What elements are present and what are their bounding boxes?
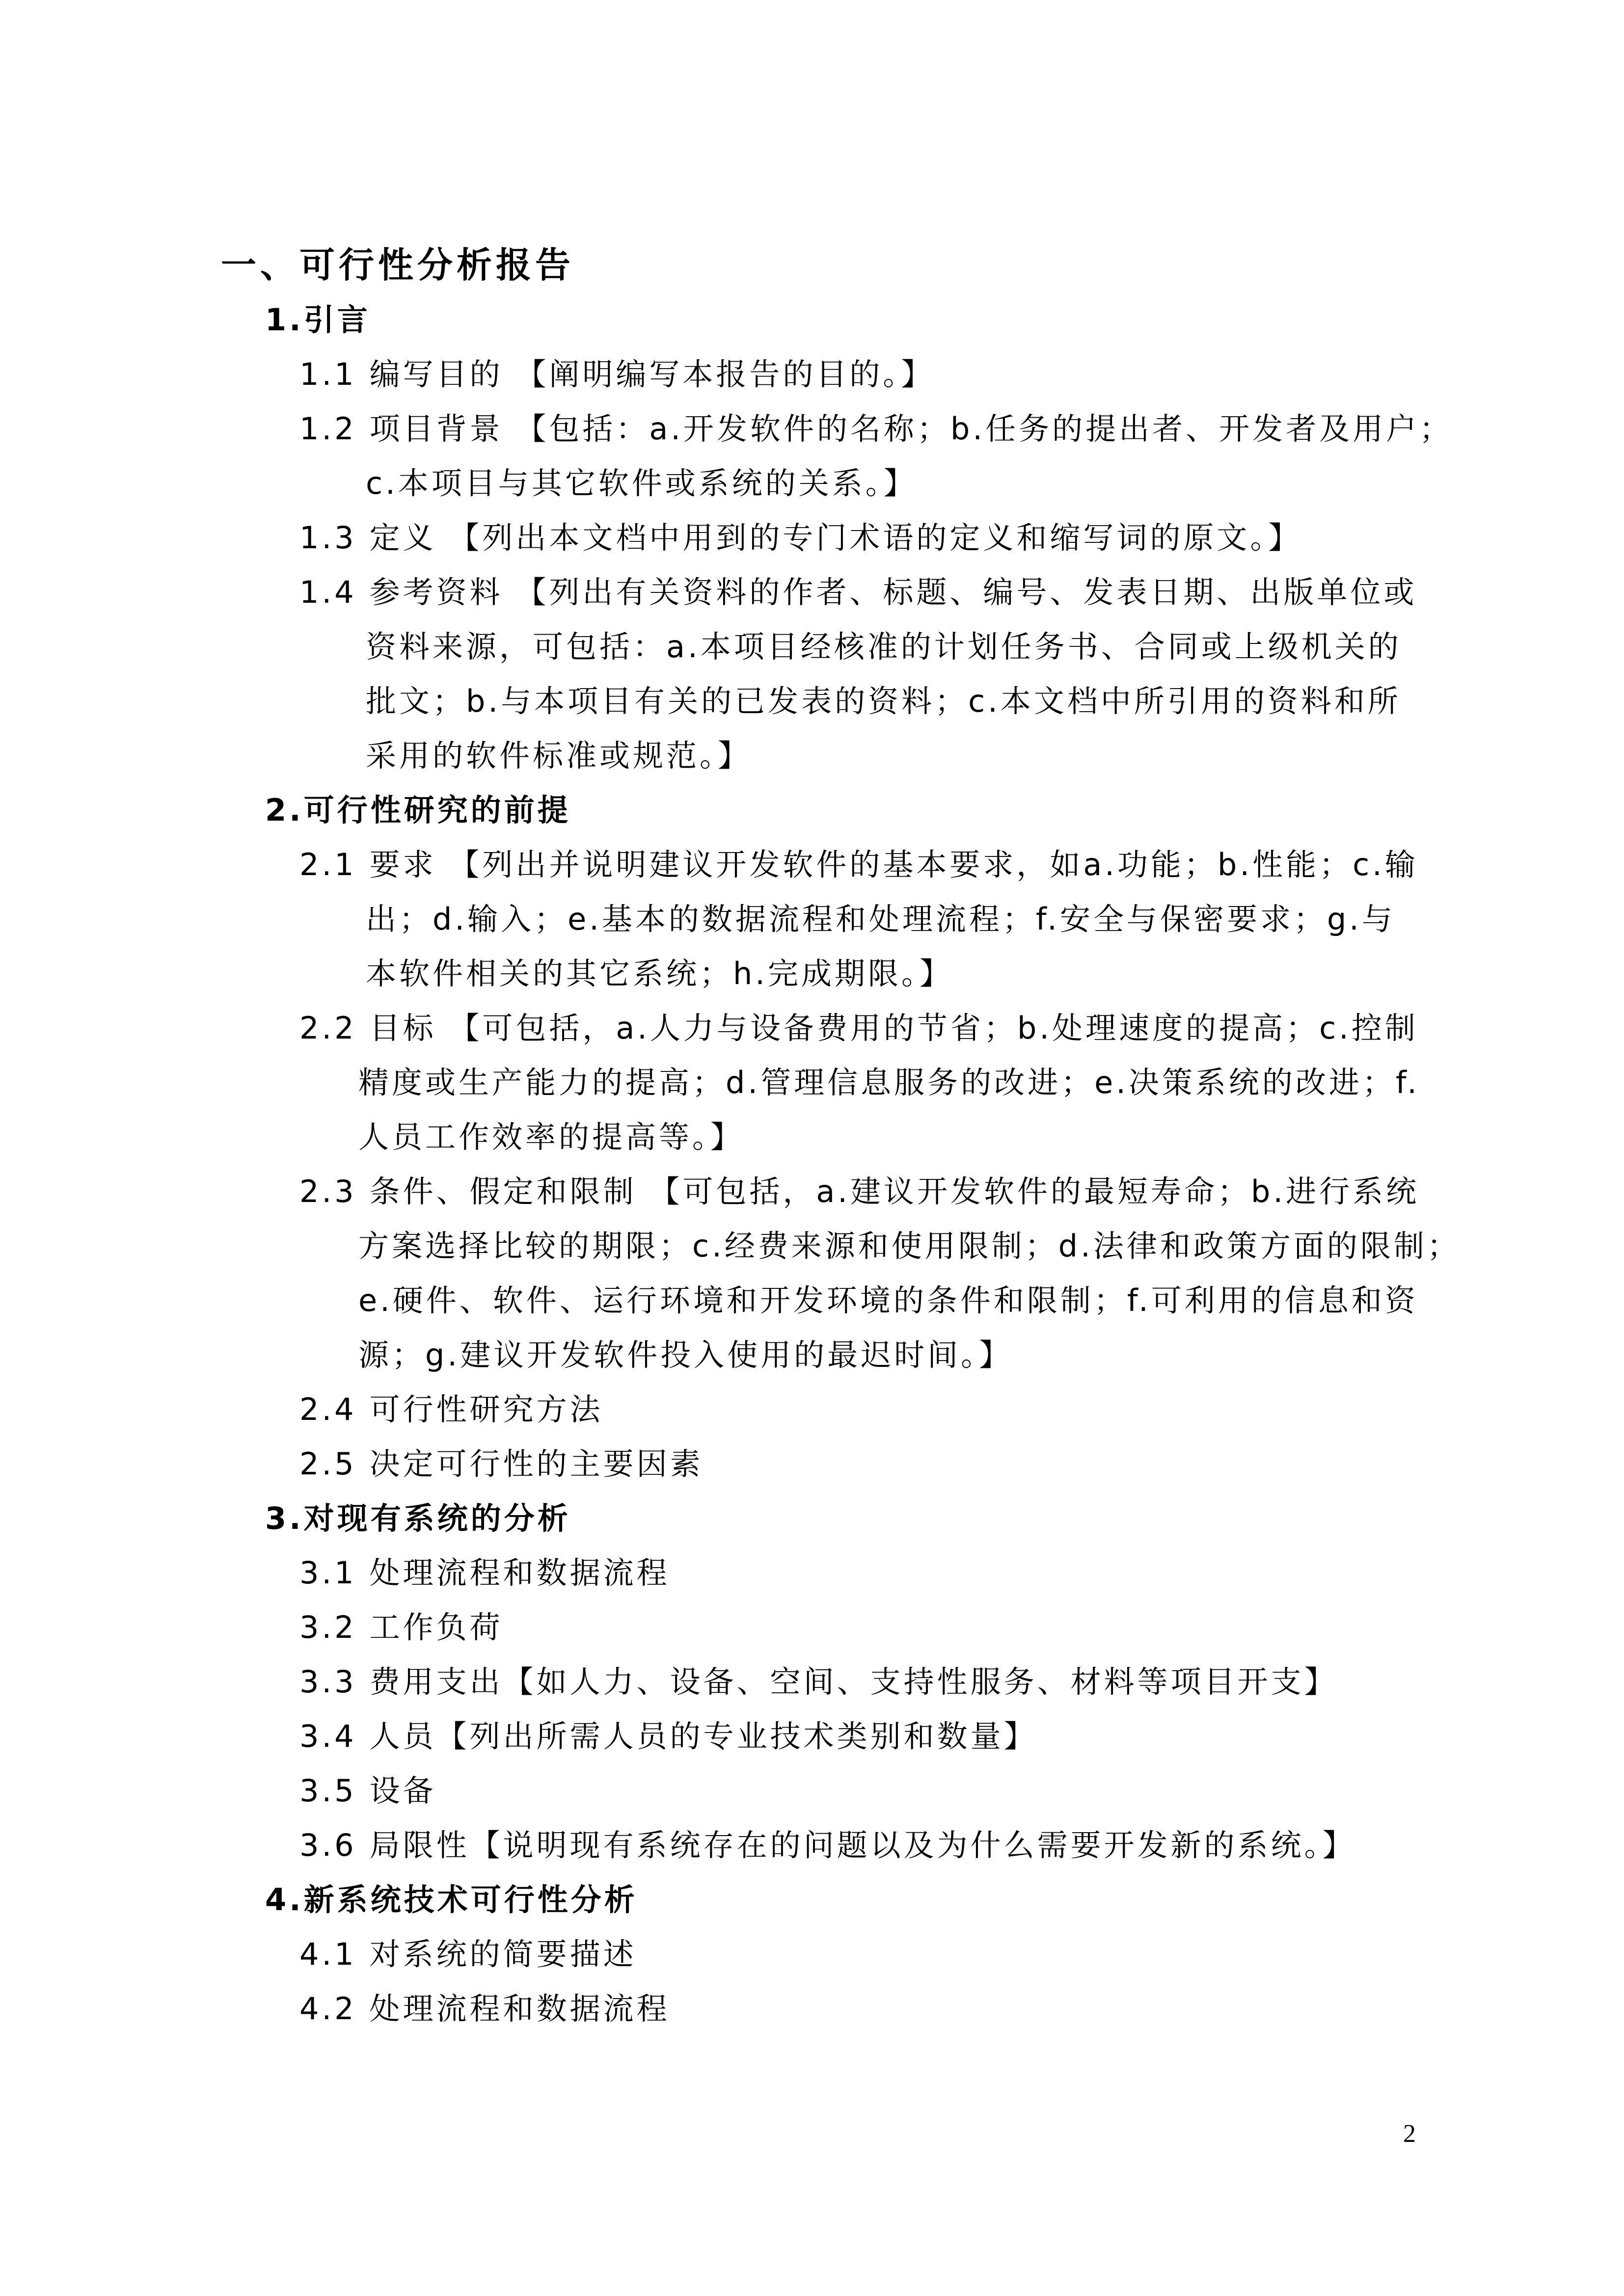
item-text: 项目背景 【包括：a.开发软件的名称；b.任务的提出者、开发者及用户； xyxy=(369,411,1453,447)
item-1-4-cont-3: 采用的软件标准或规范。】 xyxy=(366,738,752,774)
item-3-4 xyxy=(299,1717,1037,1756)
section-heading-4: 4.新系统技术可行性分析 xyxy=(265,1882,638,1918)
item-number: 1.3 xyxy=(299,520,357,556)
item-number: 3.6 xyxy=(299,1827,357,1863)
item-1-1 xyxy=(299,355,934,394)
item-number: 3.4 xyxy=(299,1718,357,1754)
item-2-4 xyxy=(299,1390,603,1429)
item-4-1 xyxy=(299,1935,637,1974)
item-text: 局限性【说明现有系统存在的问题以及为什么需要开发新的系统。】 xyxy=(369,1827,1356,1863)
item-text: 条件、假定和限制 【可包括，a.建议开发软件的最短寿命；b.进行系统 xyxy=(369,1174,1420,1209)
item-2-1 xyxy=(299,845,1418,884)
item-2-2-cont-1: 精度或生产能力的提高；d.管理信息服务的改进；e.决策系统的改进；f. xyxy=(358,1065,1420,1100)
item-1-4-cont-2: 批文；b.与本项目有关的已发表的资料；c.本文档中所引用的资料和所 xyxy=(366,683,1401,719)
item-3-3 xyxy=(299,1662,1338,1702)
item-text: 处理流程和数据流程 xyxy=(369,1555,670,1591)
item-2-3-cont-3: 源；g.建议开发软件投入使用的最迟时间。】 xyxy=(358,1337,1013,1373)
item-number: 3.1 xyxy=(299,1555,357,1591)
item-number: 3.2 xyxy=(299,1609,357,1645)
item-text: 设备 xyxy=(369,1773,436,1809)
item-3-1 xyxy=(299,1553,670,1593)
item-3-5 xyxy=(299,1771,436,1811)
document-title: 一、可行性分析报告 xyxy=(221,244,575,286)
item-1-2 xyxy=(299,409,1453,449)
section-heading-3: 3.对现有系统的分析 xyxy=(265,1500,571,1536)
item-text: 定义 【列出本文档中用到的专门术语的定义和缩写词的原文。】 xyxy=(369,520,1302,556)
item-number: 4.1 xyxy=(299,1936,357,1972)
page-number: 2 xyxy=(1403,2120,1416,2148)
item-number: 3.3 xyxy=(299,1664,357,1700)
item-1-3 xyxy=(299,518,1301,558)
item-3-6 xyxy=(299,1826,1356,1865)
item-text: 费用支出【如人力、设备、空间、支持性服务、材料等项目开支】 xyxy=(369,1664,1338,1700)
item-1-4-cont-1: 资料来源，可包括：a.本项目经核准的计划任务书、合同或上级机关的 xyxy=(366,629,1402,665)
section-heading-1: 1.引言 xyxy=(265,302,371,338)
item-text: 可行性研究方法 xyxy=(369,1391,603,1427)
item-2-5 xyxy=(299,1444,704,1484)
item-text: 人员【列出所需人员的专业技术类别和数量】 xyxy=(369,1718,1037,1754)
item-number: 1.1 xyxy=(299,356,357,392)
item-number: 2.2 xyxy=(299,1010,357,1046)
item-2-1-cont-2: 本软件相关的其它系统；h.完成期限。】 xyxy=(366,956,953,991)
item-number: 2.4 xyxy=(299,1391,357,1427)
item-number: 2.1 xyxy=(299,847,357,882)
item-1-2-cont: c.本项目与其它软件或系统的关系。】 xyxy=(366,465,917,501)
item-2-2 xyxy=(299,1009,1418,1048)
item-number: 3.5 xyxy=(299,1773,357,1809)
item-text: 处理流程和数据流程 xyxy=(369,1991,670,2027)
item-number: 1.4 xyxy=(299,574,357,610)
item-number: 2.3 xyxy=(299,1174,357,1209)
item-text: 目标 【可包括，a.人力与设备费用的节省；b.处理速度的提高；c.控制 xyxy=(369,1010,1418,1046)
item-number: 4.2 xyxy=(299,1991,357,2027)
item-2-3-cont-2: e.硬件、软件、运行环境和开发环境的条件和限制；f.可利用的信息和资 xyxy=(358,1282,1418,1318)
item-2-3 xyxy=(299,1172,1419,1211)
item-3-2 xyxy=(299,1608,503,1647)
item-text: 工作负荷 xyxy=(369,1609,503,1645)
item-text: 对系统的简要描述 xyxy=(369,1936,637,1972)
item-text: 要求 【列出并说明建议开发软件的基本要求，如a.功能；b.性能；c.输 xyxy=(369,847,1418,882)
item-text: 参考资料 【列出有关资料的作者、标题、编号、发表日期、出版单位或 xyxy=(369,574,1417,610)
item-number: 2.5 xyxy=(299,1446,357,1482)
section-heading-2: 2.可行性研究的前提 xyxy=(265,792,571,828)
item-4-2 xyxy=(299,1989,670,2029)
item-text: 决定可行性的主要因素 xyxy=(369,1446,704,1482)
item-number: 1.2 xyxy=(299,411,357,447)
item-2-1-cont-1: 出；d.输入；e.基本的数据流程和处理流程；f.安全与保密要求；g.与 xyxy=(366,901,1396,937)
item-text: 编写目的 【阐明编写本报告的目的。】 xyxy=(369,356,935,392)
item-2-3-cont-1: 方案选择比较的期限；c.经费来源和使用限制；d.法律和政策方面的限制； xyxy=(358,1228,1461,1264)
item-2-2-cont-2: 人员工作效率的提高等。】 xyxy=(358,1119,744,1155)
item-1-4 xyxy=(299,573,1417,612)
